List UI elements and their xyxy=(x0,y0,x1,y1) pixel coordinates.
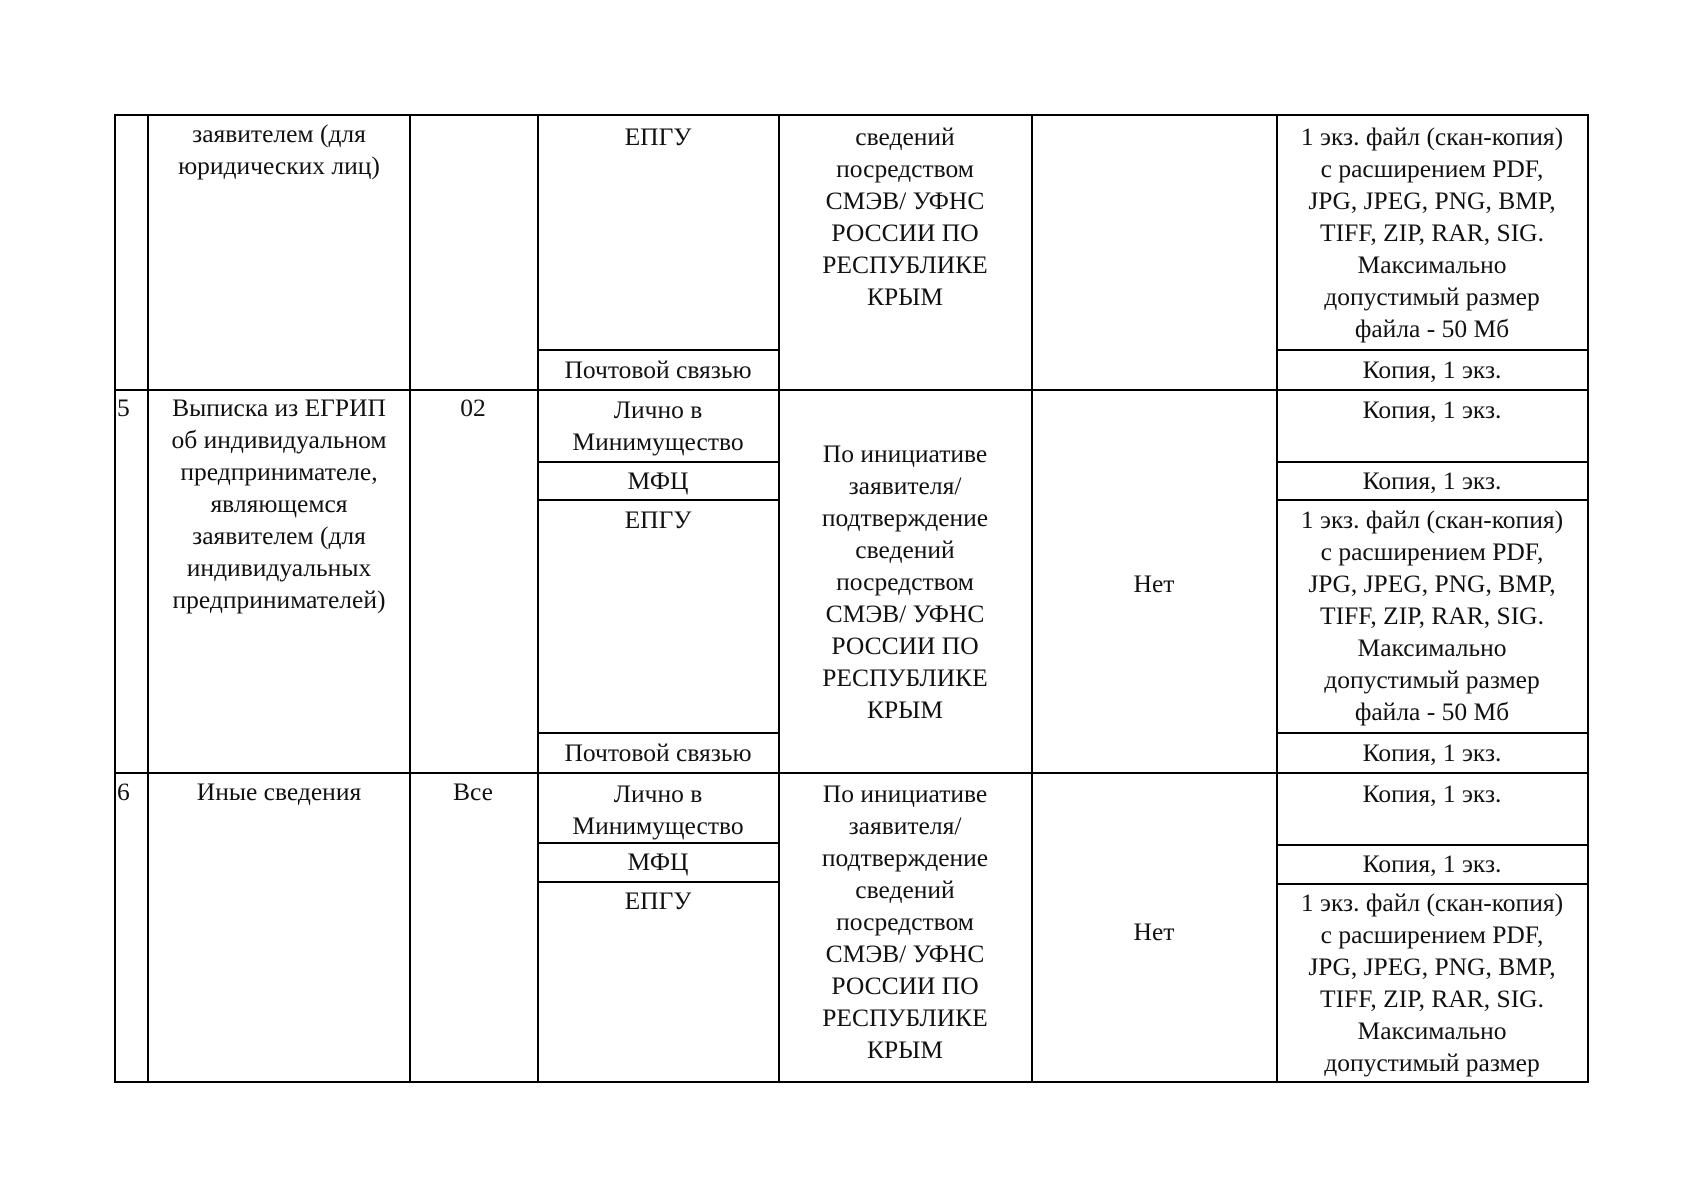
channel-personal: Лично в Минимущество xyxy=(572,395,744,456)
cell-divider xyxy=(537,732,779,734)
channel-epgu: ЕПГУ xyxy=(624,122,692,151)
channel-epgu: ЕПГУ xyxy=(624,505,692,534)
row-number: 5 xyxy=(117,393,130,422)
cell-divider xyxy=(537,842,779,844)
channel-mfc: МФЦ xyxy=(627,847,689,876)
column-divider xyxy=(409,114,411,1083)
channel-post: Почтовой связью xyxy=(564,738,752,767)
row-divider xyxy=(114,772,1589,774)
cell-divider xyxy=(1276,732,1589,734)
required-cell: Нет xyxy=(1133,917,1175,946)
method-cell: По инициативе заявителя/ подтверждение сведений посредством СМЭВ/ УФНС РОССИИ ПО РЕСПУБЛИКЕ КРЫМ xyxy=(821,779,989,1064)
form-epgu: 1 экз. файл (скан-копия) с расширением PDF, JPG, JPEG, PNG, BMP, TIFF, ZIP, RAR, SIG. Максимально допустимый размер файла - 50 Мб xyxy=(1300,122,1564,343)
channel-personal: Лично в Минимущество xyxy=(572,779,744,840)
form-personal: Копия, 1 экз. xyxy=(1362,779,1502,808)
form-post: Копия, 1 экз. xyxy=(1362,738,1502,767)
doc-code-cell: Все xyxy=(453,777,493,806)
channel-epgu: ЕПГУ xyxy=(624,886,692,915)
cell-divider xyxy=(1276,461,1589,463)
column-divider xyxy=(1587,114,1589,1083)
table-top-border xyxy=(114,114,1589,116)
column-divider xyxy=(147,114,149,1083)
cell-divider xyxy=(1276,883,1589,885)
table-bottom-border xyxy=(114,1081,1589,1083)
row-number: 6 xyxy=(117,777,130,806)
method-cell: сведений посредством СМЭВ/ УФНС РОССИИ ПО РЕСПУБЛИКЕ КРЫМ xyxy=(822,122,988,311)
cell-divider xyxy=(537,349,779,351)
channel-post: Почтовой связью xyxy=(564,355,752,384)
cell-divider xyxy=(537,461,779,463)
cell-divider xyxy=(1276,349,1589,351)
cell-divider xyxy=(537,499,779,501)
doc-name-cell: Иные сведения xyxy=(196,777,362,806)
form-mfc: Копия, 1 экз. xyxy=(1362,466,1502,495)
form-post: Копия, 1 экз. xyxy=(1362,355,1502,384)
channel-mfc: МФЦ xyxy=(627,466,689,495)
row-divider xyxy=(114,389,1589,391)
column-divider xyxy=(114,114,116,1083)
form-mfc: Копия, 1 экз. xyxy=(1362,849,1502,878)
form-epgu: 1 экз. файл (скан-копия) с расширением PDF, JPG, JPEG, PNG, BMP, TIFF, ZIP, RAR, SIG. Максимально допустимый размер файла - 50 Мб xyxy=(1300,505,1564,726)
doc-name-cell: Выписка из ЕГРИП об индивидуальном предпринимателе, являющемся заявителем (для индивидуальных предпринимателей) xyxy=(171,393,387,614)
doc-name-cell: заявителем (для юридических лиц) xyxy=(178,119,380,180)
form-personal: Копия, 1 экз. xyxy=(1362,395,1502,424)
column-divider xyxy=(537,114,539,1083)
doc-code-cell: 02 xyxy=(460,393,486,422)
cell-divider xyxy=(1276,844,1589,846)
cell-divider xyxy=(537,881,779,883)
cell-divider xyxy=(1276,499,1589,501)
required-cell: Нет xyxy=(1133,569,1175,598)
form-epgu: 1 экз. файл (скан-копия) с расширением PDF, JPG, JPEG, PNG, BMP, TIFF, ZIP, RAR, SIG. Максимально допустимый размер xyxy=(1300,888,1564,1077)
method-cell: По инициативе заявителя/ подтверждение сведений посредством СМЭВ/ УФНС РОССИИ ПО РЕСПУБЛИКЕ КРЫМ xyxy=(821,439,989,724)
